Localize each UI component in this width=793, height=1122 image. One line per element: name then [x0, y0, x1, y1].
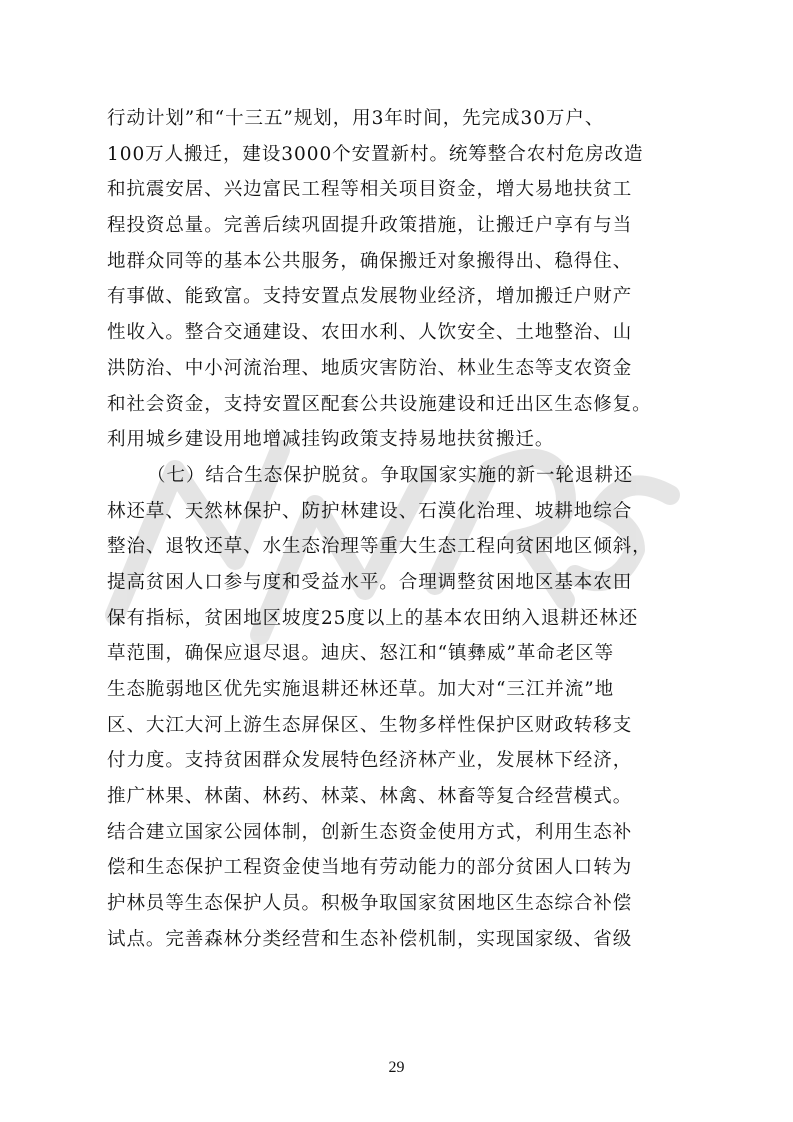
text-line: 100万人搬迁，建设3000个安置新村。统筹整合农村危房改造 [107, 143, 644, 165]
text-line: 保有指标，贫困地区坡度25度以上的基本农田纳入退耕还林还 [107, 607, 639, 629]
text-line: 整治、退牧还草、水生态治理等重大生态工程向贫困地区倾斜， [107, 536, 652, 558]
text-line: 偿和生态保护工程资金使当地有劳动能力的部分贫困人口转为 [107, 857, 633, 879]
section-heading-line: （七）结合生态保护脱贫。争取国家实施的新一轮退耕还 [147, 464, 634, 486]
text-line: 推广林果、林菌、林药、林菜、林禽、林畜等复合经营模式。 [107, 786, 633, 808]
text-line: 性收入。整合交通建设、农田水利、人饮安全、土地整治、山 [107, 322, 633, 344]
text-line: 提高贫困人口参与度和受益水平。合理调整贫困地区基本农田 [107, 571, 633, 593]
text-line: 洪防治、中小河流治理、地质灾害防治、林业生态等支农资金 [107, 357, 633, 379]
text-line: 程投资总量。完善后续巩固提升政策措施，让搬迁户享有与当 [107, 215, 633, 237]
text-line: 试点。完善森林分类经营和生态补偿机制，实现国家级、省级 [107, 928, 633, 950]
text-line: 林还草、天然林保护、防护林建设、石漠化治理、坡耕地综合 [107, 500, 633, 522]
text-line: 区、大江大河上游生态屏保区、生物多样性保护区财政转移支 [107, 714, 633, 736]
text-line: 生态脆弱地区优先实施退耕还林还草。加大对“三江并流”地 [107, 679, 615, 700]
text-line: 有事做、能致富。支持安置点发展物业经济，增加搬迁户财产 [107, 286, 633, 308]
text-line: 地群众同等的基本公共服务，确保搬迁对象搬得出、稳得住、 [107, 250, 633, 272]
text-line: 行动计划”和“十三五”规划，用3年时间，先完成30万户、 [107, 108, 605, 129]
text-line: 和抗震安居、兴边富民工程等相关项目资金，增大易地扶贫工 [107, 179, 633, 201]
body-text [107, 101, 697, 958]
page-number: 29 [388, 1059, 405, 1076]
text-line: 护林员等生态保护人员。积极争取国家贫困地区生态综合补偿 [107, 893, 633, 915]
text-line: 利用城乡建设用地增减挂钩政策支持易地扶贫搬迁。 [107, 429, 555, 451]
text-line: 付力度。支持贫困群众发展特色经济林产业，发展林下经济， [107, 750, 633, 772]
text-line: 和社会资金，支持安置区配套公共设施建设和迁出区生态修复。 [107, 393, 652, 415]
text-line: 草范围，确保应退尽退。迪庆、怒江和“镇彝威”革命老区等 [107, 643, 615, 665]
text-line: 结合建立国家公园体制，创新生态资金使用方式，利用生态补 [107, 821, 633, 843]
